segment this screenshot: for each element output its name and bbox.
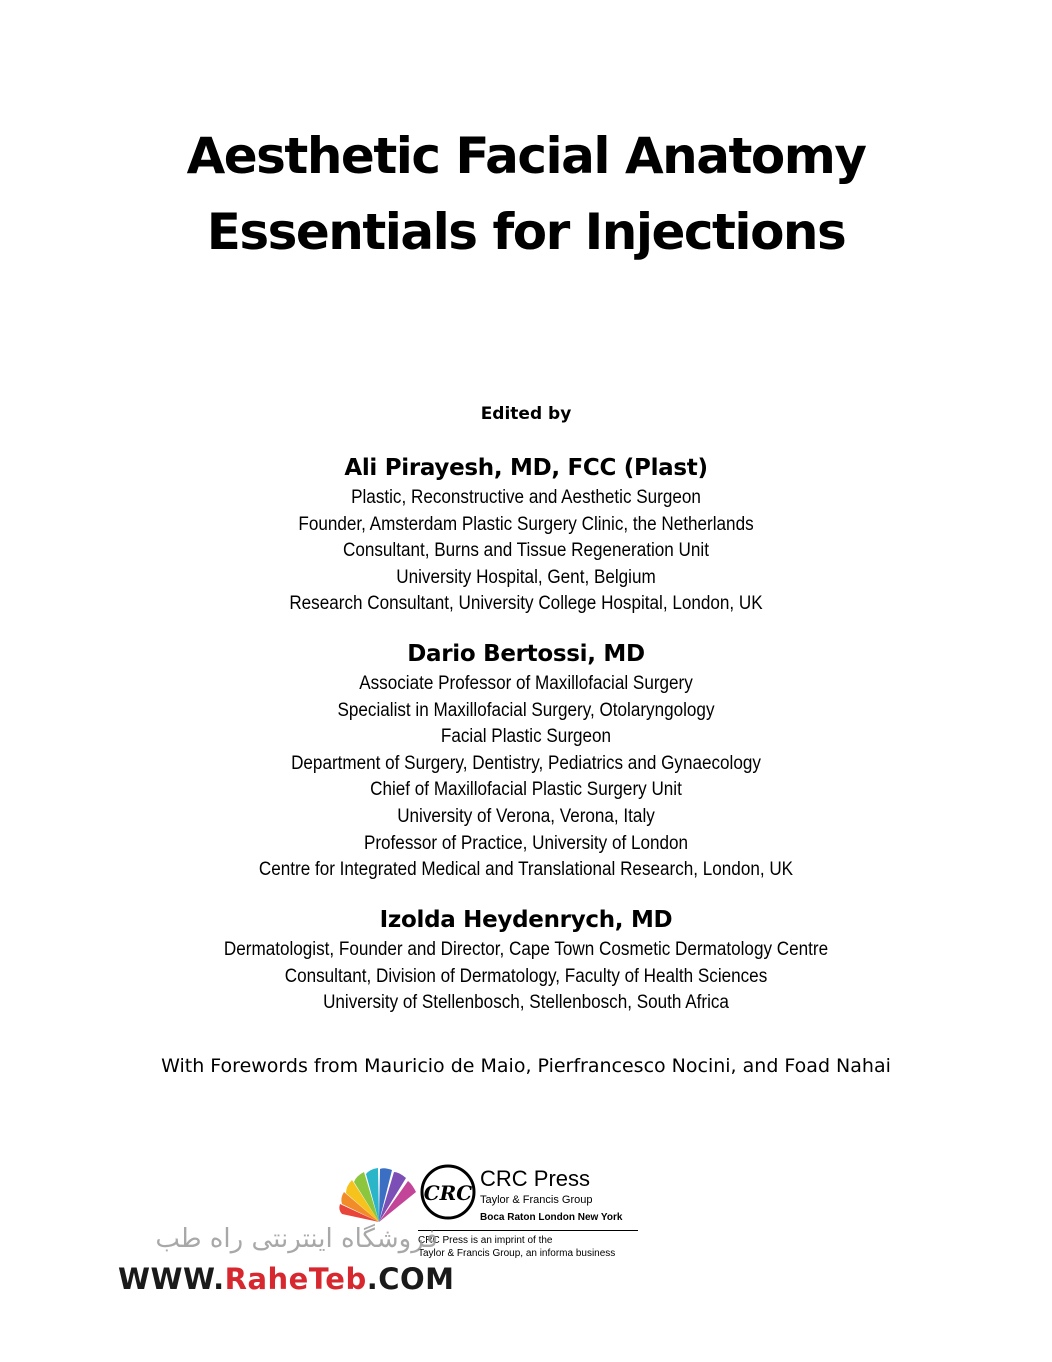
editor-name: Ali Pirayesh, MD, FCC (Plast)	[344, 455, 708, 481]
editor-block	[0, 451, 1052, 618]
url-prefix: WWW.	[118, 1262, 225, 1296]
forewords-line: With Forewords from Mauricio de Maio, Pierfrancesco Nocini, and Foad Nahai	[161, 1055, 891, 1077]
title-line-1: Aesthetic Facial Anatomy	[186, 127, 866, 185]
editor-affiliation: Associate Professor of Maxillofacial Surgery	[359, 673, 693, 694]
publisher-imprint	[418, 1234, 658, 1260]
editor-name: Dario Bertossi, MD	[407, 641, 645, 667]
title-line-2: Essentials for Injections	[206, 203, 846, 261]
editor-affiliation: Founder, Amsterdam Plastic Surgery Clinic, the Netherlands	[298, 513, 754, 535]
editor-block	[0, 903, 1052, 1017]
editor-affiliation: Specialist in Maxillofacial Surgery, Otolaryngology	[337, 699, 715, 721]
publisher-name: CRC Press	[480, 1166, 591, 1191]
crc-seal-text: CRC	[423, 1181, 473, 1205]
editor-affiliation: Facial Plastic Surgeon	[440, 726, 612, 748]
book-title	[0, 118, 1052, 270]
book-fan-icon	[336, 1164, 422, 1224]
watermark-url	[118, 1262, 455, 1296]
publisher-group: Taylor & Francis Group	[480, 1194, 593, 1206]
publisher-cities: Boca Raton London New York	[480, 1212, 623, 1223]
editor-block	[0, 637, 1052, 884]
editor-affiliation: Plastic, Reconstructive and Aesthetic Surgeon	[351, 487, 701, 508]
imprint-line-1: CRC Press is an imprint of the	[418, 1235, 553, 1246]
editor-affiliation: University Hospital, Gent, Belgium	[396, 566, 656, 588]
editor-affiliation: Consultant, Division of Dermatology, Faculty of Health Sciences	[284, 965, 768, 987]
editor-affiliation: Chief of Maxillofacial Plastic Surgery Unit	[370, 779, 682, 801]
publisher-divider	[418, 1230, 638, 1231]
watermark-persian-text: فروشگاه اینترنتی راه طب	[155, 1224, 438, 1254]
editor-affiliation: Professor of Practice, University of London	[363, 832, 689, 854]
editor-affiliation: Dermatologist, Founder and Director, Cape Town Cosmetic Dermatology Centre	[223, 939, 829, 960]
crc-seal-icon	[420, 1164, 476, 1220]
editor-affiliation: Centre for Integrated Medical and Translational Research, London, UK	[258, 859, 794, 881]
editor-affiliation: Research Consultant, University College Hospital, London, UK	[289, 593, 763, 615]
edited-by-label: Edited by	[480, 404, 572, 424]
editor-affiliation: Department of Surgery, Dentistry, Pediatrics and Gynaecology	[291, 752, 761, 774]
editor-affiliation: University of Stellenbosch, Stellenbosch, South Africa	[323, 992, 729, 1014]
url-suffix: .COM	[366, 1262, 455, 1296]
url-brand: RaheTeb	[224, 1262, 367, 1296]
imprint-line-2: Taylor & Francis Group, an informa business	[418, 1248, 616, 1259]
editor-affiliation: Consultant, Burns and Tissue Regeneration Unit	[343, 540, 709, 562]
editor-name: Izolda Heydenrych, MD	[379, 907, 673, 933]
editor-affiliation: University of Verona, Verona, Italy	[397, 805, 655, 827]
